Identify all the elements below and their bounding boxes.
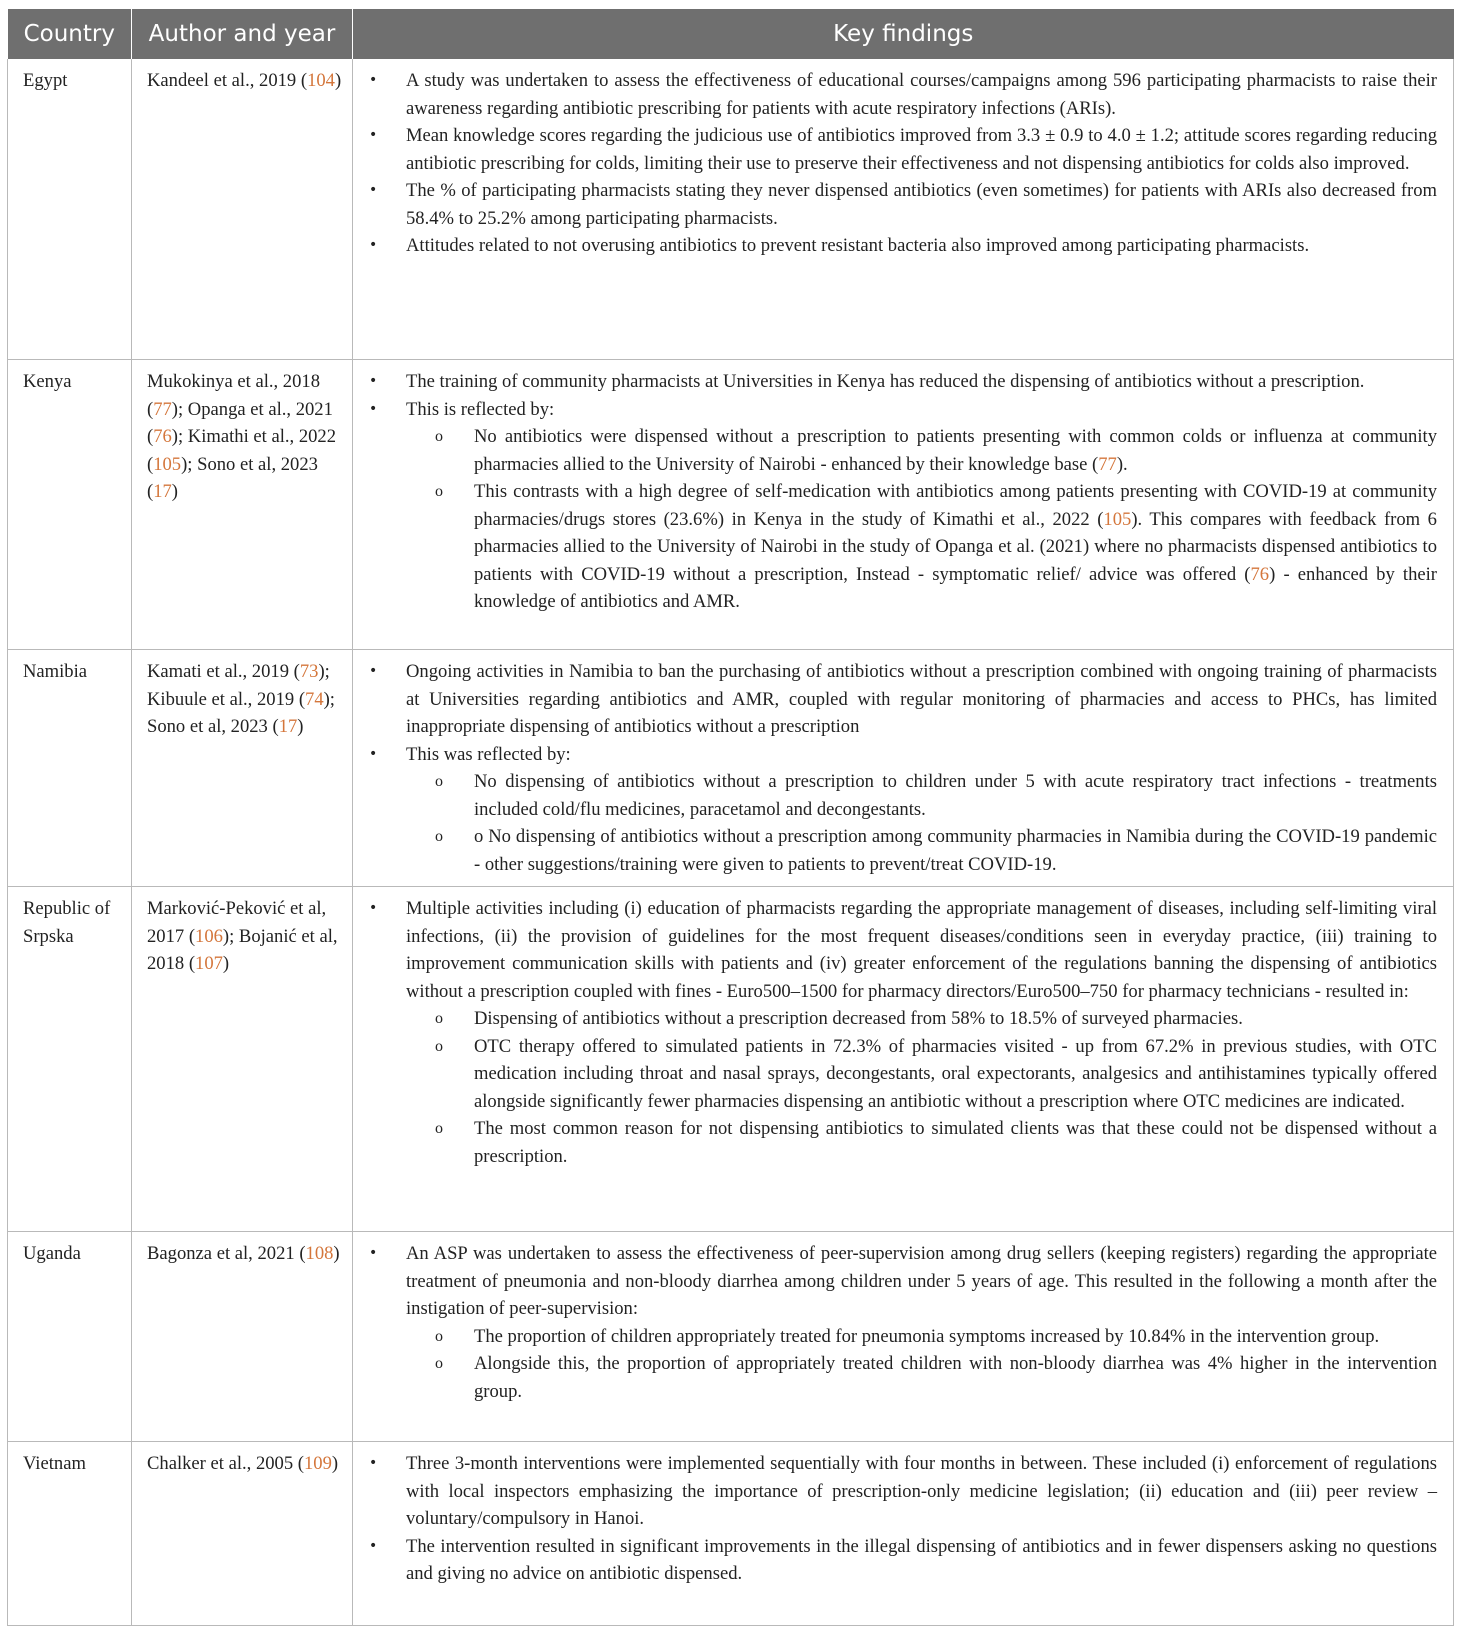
findings-cell bbox=[353, 1442, 1454, 1626]
table-row bbox=[8, 59, 1454, 360]
sub-findings-list bbox=[406, 1005, 1437, 1170]
sub-finding-item bbox=[406, 768, 1437, 823]
author-cell bbox=[132, 650, 353, 887]
table-row bbox=[8, 887, 1454, 1232]
finding-text bbox=[406, 177, 1437, 232]
finding-text bbox=[406, 67, 1437, 122]
text-segment: ) bbox=[297, 716, 304, 737]
sub-finding-item bbox=[406, 1115, 1437, 1170]
finding-item bbox=[368, 741, 1437, 879]
finding-item bbox=[368, 232, 1437, 260]
text-segment: ) bbox=[333, 1243, 340, 1264]
sub-finding-item bbox=[406, 1350, 1437, 1405]
text-segment: Ongoing activities in Namibia to ban the purchasing of antibiotics without a prescription combined with ongoing training of pharmacists at Universities regarding antibiotics and AMR, coupled with regular monitoring of pharmacies and access to PHCs, has limited inappropriate dispensing of antibiotics without a prescription bbox=[406, 661, 1437, 737]
text-segment: A study was undertaken to assess the effectiveness of educational courses/campaigns among 596 participating pharmacists to raise their awareness regarding antibiotic prescribing for patients with acute respiratory infections (ARIs). bbox=[406, 70, 1437, 119]
reference-number: 17 bbox=[278, 716, 298, 737]
text-segment: The proportion of children appropriately treated for pneumonia symptoms increased by 10.84% in the intervention group. bbox=[474, 1325, 1380, 1347]
country-cell: Uganda bbox=[8, 1232, 132, 1442]
reference-number: 77 bbox=[1098, 453, 1117, 475]
finding-text bbox=[406, 1240, 1437, 1323]
findings-list bbox=[368, 368, 1437, 616]
text-segment: Alongside this, the proportion of appropriately treated children with non-bloody diarrhea was 4% higher in the intervention group. bbox=[474, 1353, 1437, 1402]
header-key-findings: Key findings bbox=[353, 9, 1454, 59]
country-cell: Vietnam bbox=[8, 1442, 132, 1626]
text-segment: ); Opanga et al., 2021 ( bbox=[147, 398, 333, 447]
text-segment: Chalker et al., 2005 ( bbox=[147, 1453, 304, 1474]
findings-cell bbox=[353, 360, 1454, 650]
reference-number: 76 bbox=[1250, 563, 1270, 585]
text-segment: ); Sono et al, 2023 ( bbox=[147, 688, 335, 737]
text-segment: Mean knowledge scores regarding the judicious use of antibiotics improved from 3.3 ± 0.9 to 4.0 ± 1.2; attitude scores regarding reducing antibiotic prescribing for colds, limiting their use to preserve their effectiveness and not dispensing antibiotics for colds also improved. bbox=[406, 125, 1437, 174]
text-segment: ); Kimathi et al., 2022 ( bbox=[147, 426, 337, 475]
table-body bbox=[8, 59, 1454, 1626]
text-segment: This was reflected by: bbox=[406, 743, 571, 765]
reference-number: 105 bbox=[1103, 508, 1132, 530]
finding-item bbox=[368, 1240, 1437, 1405]
table-header-row bbox=[8, 9, 1454, 59]
text-segment: ); Kibuule et al., 2019 ( bbox=[147, 661, 330, 710]
table-container bbox=[7, 9, 1453, 1626]
text-segment: Bagonza et al, 2021 ( bbox=[147, 1243, 306, 1264]
author-cell bbox=[132, 887, 353, 1232]
finding-item bbox=[368, 895, 1437, 1170]
text-segment: ); Sono et al, 2023 ( bbox=[147, 453, 318, 502]
text-segment: ) bbox=[171, 481, 178, 502]
sub-finding-item bbox=[406, 478, 1437, 616]
findings-list bbox=[368, 67, 1437, 260]
text-segment: Multiple activities including (i) education of pharmacists regarding the appropriate management of diseases, including self-limiting viral infections, (ii) the provision of guidelines for the most frequent diseases/conditions seen in everyday practice, (iii) training to improvement communication skills with patients and (iv) greater enforcement of the regulations banning the dispensing of antibiotics without a prescription coupled with fines - Euro500–1500 for pharmacy directors/Euro500–750 for pharmacy technicians - resulted in: bbox=[406, 898, 1437, 1002]
text-segment: The intervention resulted in significant improvements in the illegal dispensing of antibiotics and in fewer dispensers asking no questions and giving no advice on antibiotic dispensed. bbox=[406, 1535, 1437, 1584]
finding-text bbox=[406, 1450, 1437, 1533]
sub-finding-item bbox=[406, 823, 1437, 878]
finding-text bbox=[406, 396, 1437, 424]
findings-cell bbox=[353, 650, 1454, 887]
finding-item bbox=[368, 368, 1437, 396]
finding-item bbox=[368, 67, 1437, 122]
findings-cell bbox=[353, 59, 1454, 360]
finding-item bbox=[368, 122, 1437, 177]
text-segment: o No dispensing of antibiotics without a prescription among community pharmacies in Namibia during the COVID-19 pandemic - other suggestions/training were given to patients to prevent/treat COVID-19. bbox=[474, 826, 1437, 875]
finding-item bbox=[368, 177, 1437, 232]
text-segment: ); Bojanić et al, 2018 ( bbox=[147, 925, 338, 974]
finding-text bbox=[406, 1533, 1437, 1588]
reference-number: 109 bbox=[303, 1453, 332, 1474]
sub-finding-item bbox=[406, 423, 1437, 478]
reference-number: 76 bbox=[153, 426, 172, 447]
text-segment: Three 3-month interventions were implemented sequentially with four months in between. These included (i) enforcement of regulations with local inspectors emphasizing the importance of prescription-only medicine legislation; (ii) education and (iii) peer review – voluntary/compulsory in Hanoi. bbox=[406, 1453, 1437, 1529]
findings-cell bbox=[353, 1232, 1454, 1442]
sub-findings-list bbox=[406, 423, 1437, 616]
sub-finding-item bbox=[406, 1005, 1437, 1033]
header-country: Country bbox=[8, 9, 132, 59]
findings-list bbox=[368, 1450, 1437, 1588]
findings-list bbox=[368, 658, 1437, 878]
table-row bbox=[8, 1442, 1454, 1626]
author-cell bbox=[132, 1232, 353, 1442]
finding-text bbox=[406, 368, 1437, 396]
table-row bbox=[8, 650, 1454, 887]
text-segment: ) bbox=[334, 70, 342, 91]
text-segment: This contrasts with a high degree of self-medication with antibiotics among patients presenting with COVID-19 at community pharmacies/drugs stores (23.6%) in Kenya in the study of Kimathi et al., 2022 ( bbox=[474, 481, 1437, 530]
table-row bbox=[8, 1232, 1454, 1442]
country-cell: Kenya bbox=[8, 360, 132, 650]
findings-list bbox=[368, 895, 1437, 1170]
reference-number: 77 bbox=[153, 398, 172, 420]
author-cell bbox=[132, 1442, 353, 1626]
country-cell: Republic of Srpska bbox=[8, 887, 132, 1232]
reference-number: 73 bbox=[299, 661, 319, 682]
text-segment: The most common reason for not dispensing antibiotics to simulated clients was that these could not be dispensed without a prescription. bbox=[474, 1118, 1437, 1167]
sub-finding-item bbox=[406, 1323, 1437, 1351]
table-row bbox=[8, 360, 1454, 650]
text-segment: No dispensing of antibiotics without a prescription to children under 5 with acute respiratory tract infections - treatments included cold/flu medicines, paracetamol and decongestants. bbox=[474, 771, 1437, 820]
text-segment: Kamati et al., 2019 ( bbox=[147, 661, 300, 682]
finding-item bbox=[368, 1533, 1437, 1588]
finding-item bbox=[368, 658, 1437, 741]
country-cell: Namibia bbox=[8, 650, 132, 887]
finding-text bbox=[406, 895, 1437, 1005]
text-segment: Mukokinya et al., 2018 ( bbox=[147, 371, 320, 420]
reference-number: 74 bbox=[305, 688, 324, 710]
reference-number: 107 bbox=[195, 953, 223, 974]
text-segment: Marković-Peković et al, 2017 ( bbox=[147, 898, 327, 947]
text-segment: The training of community pharmacists at Universities in Kenya has reduced the dispensing of antibiotics without a prescription. bbox=[406, 371, 1365, 392]
text-segment: ) bbox=[331, 1453, 339, 1474]
text-segment: Kandeel et al., 2019 ( bbox=[147, 70, 308, 91]
key-findings-table bbox=[7, 9, 1454, 1626]
text-segment: ). bbox=[1116, 453, 1128, 475]
author-cell bbox=[132, 360, 353, 650]
finding-text bbox=[406, 741, 1437, 769]
text-segment: No antibiotics were dispensed without a prescription to patients presenting with common colds or influenza at community pharmacies allied to the University of Nairobi - enhanced by their knowledge base ( bbox=[474, 426, 1437, 475]
reference-number: 104 bbox=[307, 70, 335, 91]
findings-cell bbox=[353, 887, 1454, 1232]
text-segment: This is reflected by: bbox=[406, 398, 555, 420]
finding-text bbox=[406, 658, 1437, 741]
country-cell: Egypt bbox=[8, 59, 132, 360]
sub-finding-item bbox=[406, 1033, 1437, 1116]
text-segment: OTC therapy offered to simulated patients in 72.3% of pharmacies visited - up from 67.2% in previous studies, with OTC medication including throat and nasal sprays, decongestants, oral expectorants, analgesics and antihistamines typically offered alongside significantly fewer pharmacies dispensing an antibiotic without a prescription where OTC medicines are indicated. bbox=[474, 1035, 1437, 1112]
sub-findings-list bbox=[406, 768, 1437, 878]
sub-findings-list bbox=[406, 1323, 1437, 1406]
text-segment: Dispensing of antibiotics without a prescription decreased from 58% to 18.5% of surveyed pharmacies. bbox=[474, 1008, 1243, 1029]
text-segment: Attitudes related to not overusing antibiotics to prevent resistant bacteria also improved among participating pharmacists. bbox=[406, 235, 1310, 256]
text-segment: ) bbox=[222, 953, 230, 974]
reference-number: 105 bbox=[153, 453, 182, 475]
reference-number: 106 bbox=[195, 925, 223, 947]
text-segment: ) - enhanced by their knowledge of antibiotics and AMR. bbox=[474, 563, 1437, 612]
reference-number: 17 bbox=[153, 481, 172, 502]
findings-list bbox=[368, 1240, 1437, 1405]
finding-text bbox=[406, 122, 1437, 177]
text-segment: ). This compares with feedback from 6 pharmacies allied to the University of Nairobi in the study of Opanga et al. (2021) where no pharmacists dispensed antibiotics to patients with COVID-19 without a prescription, Instead - symptomatic relief/ advice was offered ( bbox=[474, 508, 1437, 585]
finding-item bbox=[368, 1450, 1437, 1533]
text-segment: The % of participating pharmacists stating they never dispensed antibiotics (even sometimes) for patients with ARIs also decreased from 58.4% to 25.2% among participating pharmacists. bbox=[406, 180, 1437, 229]
reference-number: 108 bbox=[305, 1243, 334, 1264]
finding-text bbox=[406, 232, 1437, 260]
text-segment: An ASP was undertaken to assess the effectiveness of peer-supervision among drug sellers (keeping registers) regarding the appropriate treatment of pneumonia and non-bloody diarrhea among children under 5 years of age. This resulted in the following a month after the instigation of peer-supervision: bbox=[406, 1243, 1437, 1319]
header-author-year: Author and year bbox=[132, 9, 353, 59]
finding-item bbox=[368, 396, 1437, 616]
author-cell bbox=[132, 59, 353, 360]
